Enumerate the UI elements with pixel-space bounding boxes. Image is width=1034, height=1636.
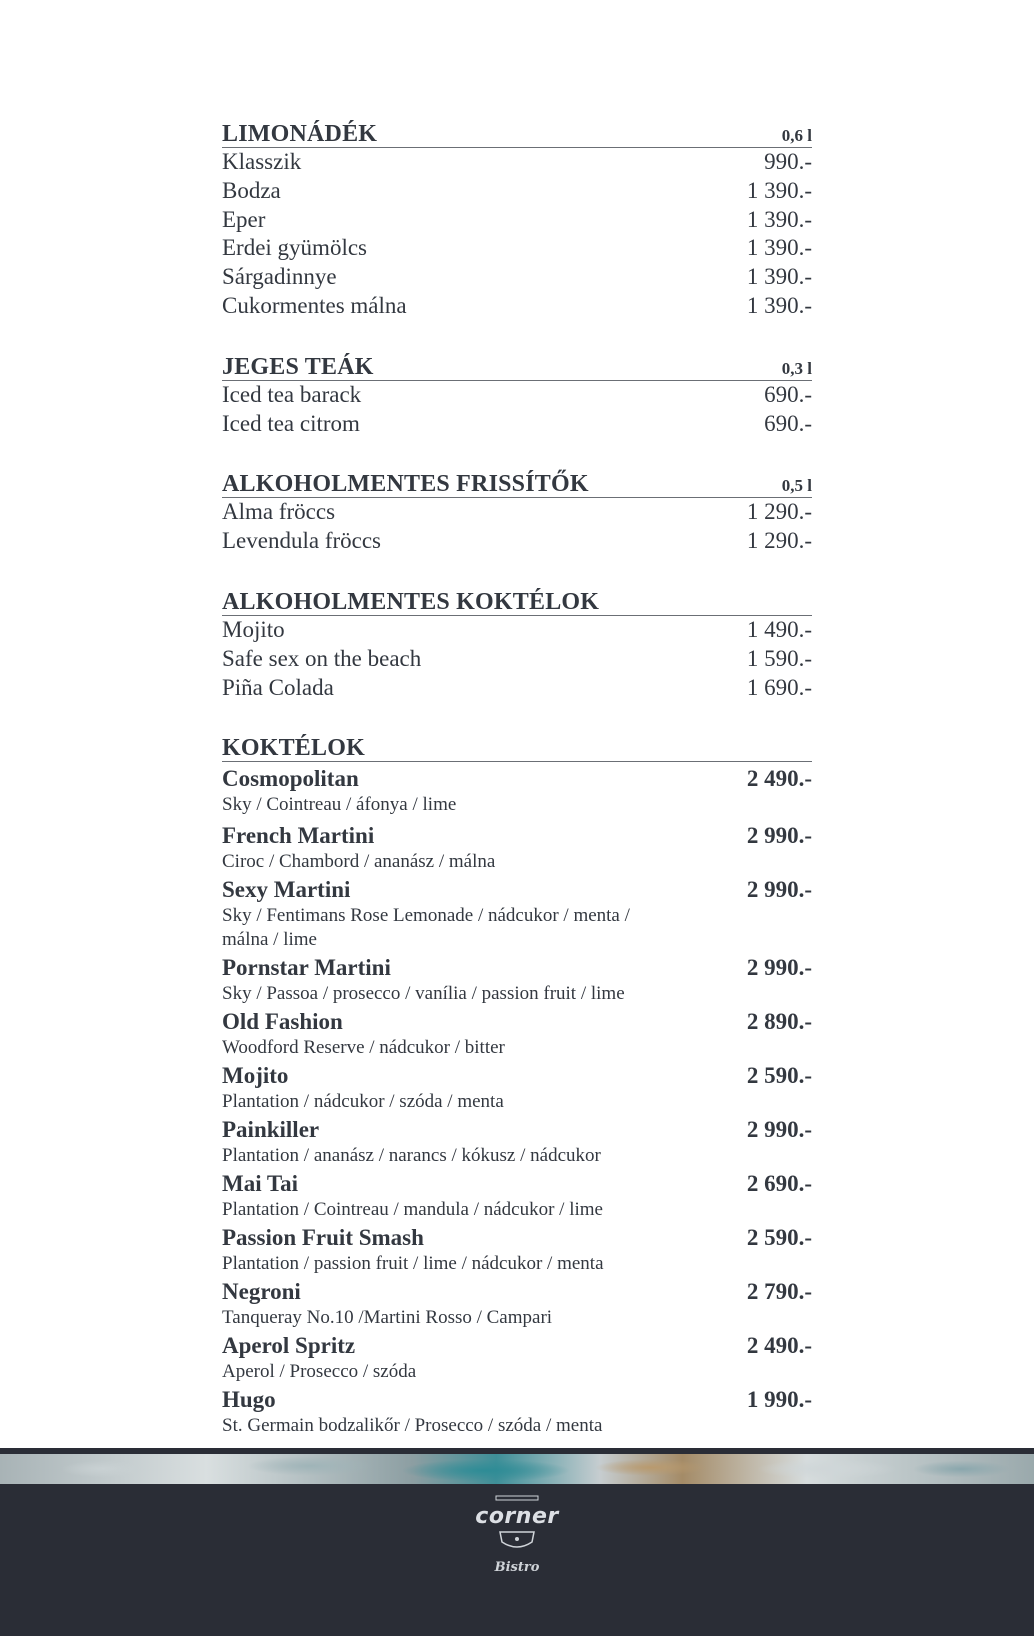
section-header bbox=[222, 118, 812, 148]
section-jeges-teak bbox=[222, 351, 812, 439]
item-price: 1 290.- bbox=[746, 499, 812, 525]
item-price: 1 390.- bbox=[746, 206, 812, 232]
cocktail-name: Old Fashion bbox=[222, 1009, 343, 1035]
cocktail-item bbox=[222, 1007, 812, 1060]
item-name: Mojito bbox=[222, 616, 285, 642]
cocktail-ingredients: Sky / Cointreau / áfonya / lime bbox=[222, 794, 457, 816]
item-name: Cukormentes málna bbox=[222, 292, 407, 318]
section-title: LIMONÁDÉK bbox=[222, 121, 378, 147]
section-title: KOKTÉLOK bbox=[222, 735, 365, 762]
menu-item bbox=[222, 292, 812, 321]
cocktail-ingredients: Woodford Reserve / nádcukor / bitter bbox=[222, 1037, 505, 1059]
cocktail-name: Mai Tai bbox=[222, 1171, 299, 1197]
cocktail-price: 2 890.- bbox=[746, 1009, 812, 1035]
item-price: 1 390.- bbox=[746, 264, 812, 290]
cocktail-item bbox=[222, 953, 812, 1006]
item-name: Piña Colada bbox=[222, 674, 334, 700]
item-price: 1 290.- bbox=[746, 528, 812, 554]
section-volume: 0,5 l bbox=[781, 476, 812, 496]
cocktail-price: 2 990.- bbox=[746, 1117, 812, 1143]
cocktail-item bbox=[222, 1223, 812, 1276]
cocktail-item bbox=[222, 1331, 812, 1384]
cocktail-ingredients: Sky / Fentimans Rose Lemonade / nádcukor / menta / málna / lime bbox=[222, 905, 630, 951]
item-price: 1 490.- bbox=[746, 616, 812, 642]
cocktail-item bbox=[222, 1115, 812, 1168]
marble-band bbox=[0, 1454, 1034, 1484]
cocktail-price: 2 790.- bbox=[746, 1279, 812, 1305]
cocktail-price: 2 690.- bbox=[746, 1171, 812, 1197]
item-price: 1 390.- bbox=[746, 292, 812, 318]
cocktail-price: 2 590.- bbox=[746, 1063, 812, 1089]
menu-item bbox=[222, 616, 812, 645]
section-volume: 0,3 l bbox=[781, 358, 812, 378]
item-price: 690.- bbox=[764, 410, 812, 436]
item-name: Iced tea citrom bbox=[222, 410, 360, 436]
section-title: ALKOHOLMENTES KOKTÉLOK bbox=[222, 588, 600, 615]
cocktail-price: 2 590.- bbox=[746, 1225, 812, 1251]
item-price: 1 390.- bbox=[746, 177, 812, 203]
section-koktelok bbox=[222, 732, 812, 1438]
menu-item bbox=[222, 206, 812, 235]
menu-item bbox=[222, 410, 812, 439]
cocktail-ingredients: Plantation / ananász / narancs / kókusz / nádcukor bbox=[222, 1145, 601, 1167]
cocktail-item bbox=[222, 1061, 812, 1114]
section-volume: 0,6 l bbox=[781, 126, 812, 145]
cocktail-name: Hugo bbox=[222, 1387, 276, 1413]
section-alkoholmentes-frissitok bbox=[222, 468, 812, 556]
cocktail-name: Mojito bbox=[222, 1063, 289, 1089]
cocktail-item bbox=[222, 1277, 812, 1330]
cocktail-price: 2 990.- bbox=[746, 877, 812, 903]
cocktail-price: 2 490.- bbox=[746, 766, 812, 792]
menu-item bbox=[222, 498, 812, 527]
menu bbox=[222, 118, 812, 1439]
item-price: 690.- bbox=[764, 381, 812, 407]
cocktail-ingredients: Plantation / nádcukor / szóda / menta bbox=[222, 1091, 504, 1113]
menu-item bbox=[222, 177, 812, 206]
menu-item bbox=[222, 645, 812, 674]
cocktail-item bbox=[222, 875, 812, 952]
item-name: Sárgadinnye bbox=[222, 264, 337, 290]
cocktail-name: Aperol Spritz bbox=[222, 1333, 356, 1359]
cocktail-price: 1 990.- bbox=[746, 1387, 812, 1413]
item-name: Safe sex on the beach bbox=[222, 645, 422, 671]
logo-wordmark: corner bbox=[475, 1504, 559, 1529]
menu-item bbox=[222, 234, 812, 263]
cocktail-price: 2 990.- bbox=[746, 955, 812, 981]
item-price: 1 590.- bbox=[746, 645, 812, 671]
section-header bbox=[222, 586, 812, 616]
section-header bbox=[222, 351, 812, 381]
footer bbox=[0, 1448, 1034, 1636]
cocktail-name: Sexy Martini bbox=[222, 877, 351, 903]
cocktail-item bbox=[222, 1385, 812, 1438]
section-header bbox=[222, 732, 812, 762]
section-limonadek bbox=[222, 118, 812, 321]
item-name: Bodza bbox=[222, 177, 281, 203]
cocktail-ingredients: Plantation / Cointreau / mandula / nádcukor / lime bbox=[222, 1199, 603, 1221]
cocktail-name: French Martini bbox=[222, 823, 375, 849]
item-price: 1 690.- bbox=[746, 674, 812, 700]
cocktail-item bbox=[222, 764, 812, 817]
cocktail-name: Pornstar Martini bbox=[222, 955, 391, 981]
section-alkoholmentes-koktelok bbox=[222, 586, 812, 702]
menu-item bbox=[222, 674, 812, 703]
cocktail-ingredients: Tanqueray No.10 /Martini Rosso / Campari bbox=[222, 1307, 553, 1329]
item-name: Klasszik bbox=[222, 149, 302, 174]
cocktail-price: 2 990.- bbox=[746, 823, 812, 849]
cocktail-price: 2 490.- bbox=[746, 1333, 812, 1359]
section-title: JEGES TEÁK bbox=[222, 353, 374, 380]
logo-subtitle: Bistro bbox=[494, 1560, 540, 1575]
cocktail-item bbox=[222, 821, 812, 874]
cocktail-ingredients: Sky / Passoa / prosecco / vanília / passion fruit / lime bbox=[222, 983, 625, 1005]
cocktail-name: Painkiller bbox=[222, 1117, 320, 1143]
section-title: ALKOHOLMENTES FRISSÍTŐK bbox=[222, 471, 589, 498]
cocktail-ingredients: Aperol / Prosecco / szóda bbox=[222, 1361, 417, 1383]
cocktail-ingredients: St. Germain bodzalikőr / Prosecco / szóda / menta bbox=[222, 1415, 603, 1437]
item-name: Erdei gyümölcs bbox=[222, 235, 367, 261]
menu-item bbox=[222, 148, 812, 177]
item-name: Eper bbox=[222, 206, 266, 232]
cocktail-item bbox=[222, 1169, 812, 1222]
cocktail-name: Cosmopolitan bbox=[222, 766, 359, 792]
item-name: Levendula fröccs bbox=[222, 528, 382, 554]
menu-item bbox=[222, 527, 812, 556]
section-header bbox=[222, 468, 812, 498]
item-price: 1 390.- bbox=[746, 235, 812, 261]
cocktail-name: Passion Fruit Smash bbox=[222, 1225, 424, 1251]
cocktail-ingredients: Ciroc / Chambord / ananász / málna bbox=[222, 851, 496, 873]
item-name: Iced tea barack bbox=[222, 381, 362, 407]
item-name: Alma fröccs bbox=[222, 499, 336, 525]
corner-bistro-logo bbox=[466, 1490, 568, 1600]
cocktail-ingredients: Plantation / passion fruit / lime / nádcukor / menta bbox=[222, 1253, 604, 1275]
menu-item bbox=[222, 381, 812, 410]
menu-item bbox=[222, 263, 812, 292]
item-price: 990.- bbox=[764, 149, 812, 174]
cocktail-name: Negroni bbox=[222, 1279, 301, 1305]
